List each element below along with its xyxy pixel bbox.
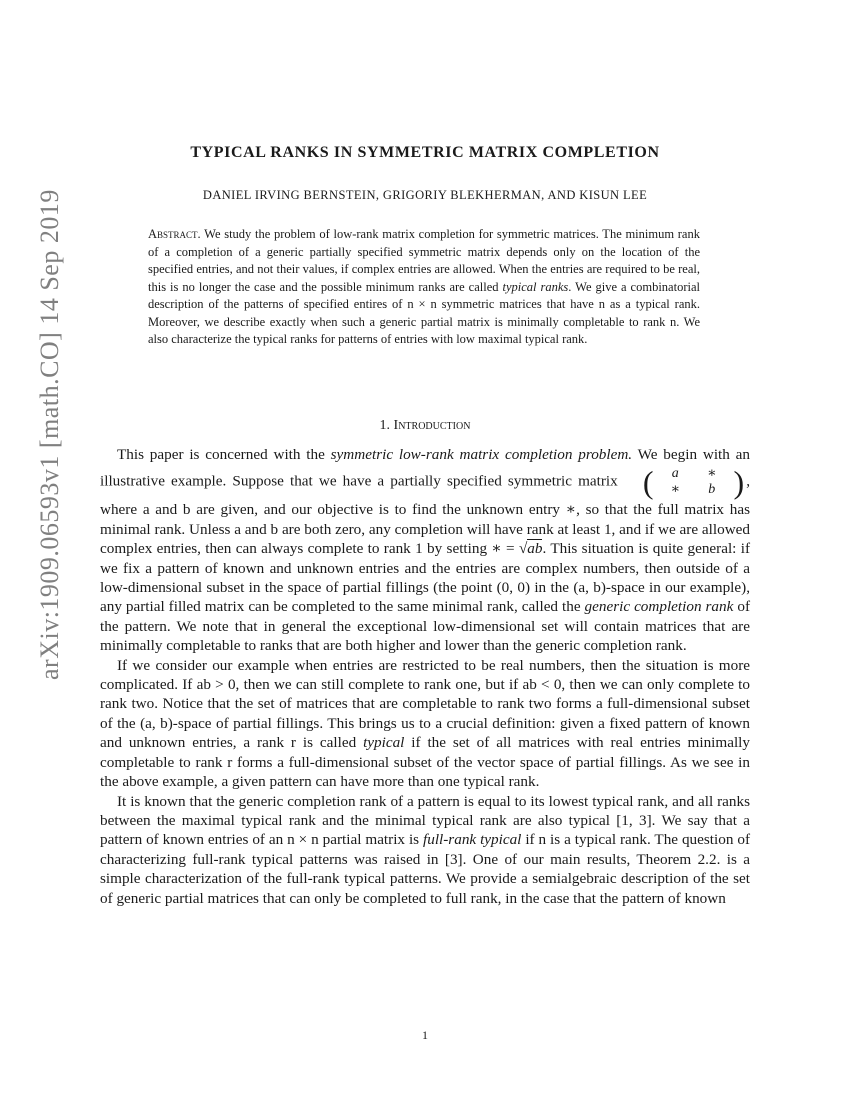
section-number: 1. [379,418,391,433]
section-heading [100,418,750,434]
section-title: Introduction [393,418,471,433]
paper-authors: DANIEL IRVING BERNSTEIN, GRIGORIY BLEKHERMAN, AND KISUN LEE [202,188,648,202]
matrix-entry-21: ∗ [670,482,681,498]
abstract-term: typical ranks [502,279,569,294]
matrix-entry-12: ∗ [707,466,717,482]
abstract-text-2: . We give a combinatorial description of the patterns of specified entires of n × n symmetric matrices that have n as a typical rank. Moreover, we describe exactly when such a generic partial matrix is minimally completable to rank n. We also characterize the typical ranks for patterns of entries with low maximal typical rank. [148,279,700,346]
arxiv-identifier: arXiv:1909.06593v1 [math.CO] 14 Sep 2019 [35,189,64,680]
matrix-entry-11: a [671,466,679,482]
p1-text-1: This paper is concerned with the [117,446,331,463]
p1-emphasis-2: generic completion rank [584,598,734,616]
abstract [148,226,700,349]
p2-text-2: if the set of all matrices with real entries minimally completable to rank r forms a full-dimensional subset of the vector space of partial fillings. As we see in the above example, a given pattern can have more than one typical rank. [100,734,750,791]
body-text [100,445,750,908]
example-matrix [626,464,745,501]
p2-emphasis-1: typical [363,734,405,752]
sqrt-argument: ab [527,540,543,558]
paragraph-2 [100,656,750,792]
matrix-left-paren: ( [642,464,654,501]
abstract-text-1: We study the problem of low-rank matrix completion for symmetric matrices. The minimum rank of a completion of a generic partially specified symmetric matrix depends only on the location of the specified entries, and not their values, if complex entries are allowed. When the entries are required to be real, this is no longer the case and the possible minimum ranks are called [148,227,700,294]
arxiv-sidebar [14,0,64,1100]
page-number: 1 [422,1028,428,1042]
matrix-right-paren: ) [733,464,745,501]
matrix-entry-22: b [708,482,716,498]
sqrt-sign: √ [518,540,528,558]
p2-text-1: If we consider our example when entries are restricted to be real numbers, then the situation is more complicated. If ab > 0, then we can still complete to rank one, but if ab < 0, then we can only complete to rank two. Notice that the set of matrices that are completable to rank two forms a full-dimensional subset of the (a, b)-space of partial fillings. This brings us to a crucial definition: given a fixed pattern of known and unknown entries, a rank r is called [100,656,750,752]
p1-emphasis-1: symmetric low-rank matrix completion problem. [330,446,633,463]
paragraph-1 [100,445,750,656]
abstract-label: Abstract. [148,227,201,241]
paper-title: TYPICAL RANKS IN SYMMETRIC MATRIX COMPLETION [190,144,660,161]
p3-text-2: if n is a typical rank. The question of characterizing full-rank typical patterns was raised in [3]. One of our main results, Theorem 2.2. is a simple characterization of the full-rank typical patterns. We provide a semialgebraic description of the set of generic partial matrices that can only be completed to full rank, in the case that the pattern of known [100,831,750,907]
p3-text-1: It is known that the generic completion rank of a pattern is equal to its lowest typical rank, and all ranks between the maximal typical rank and the minimal typical rank are also typical [1, 3]. We say that a pattern of known entries of an n × n partial matrix is [100,792,750,849]
p1-text-4: . This situation is quite general: if we fix a pattern of known and unknown entries and the entries are complex numbers, then outside of a low-dimensional subset in the space of partial fillings (the point (0, 0) in the (a, b)-space in our example), any partial filled matrix can be completed to the same minimal rank, called the [100,540,751,616]
p1-text-5: of the pattern. We note that in general the exceptional low-dimensional set will contain matrices that are minimally completable to ranks that are both higher and lower than the generic completion rank. [100,598,751,655]
p1-text-2: We begin with an illustrative example. Suppose that we have a partially specified symmetric matrix [100,446,750,490]
matrix-grid [654,466,717,498]
p3-emphasis-1: full-rank typical [423,831,522,849]
p1-text-3: , where a and b are given, and our objective is to find the unknown entry ∗, so that the full matrix has minimal rank. Unless a and b are both zero, any completion will have rank at least 1, and if we are allowed complex entries, then can always complete to rank 1 by setting ∗ = [100,472,750,558]
paragraph-3 [100,792,750,908]
